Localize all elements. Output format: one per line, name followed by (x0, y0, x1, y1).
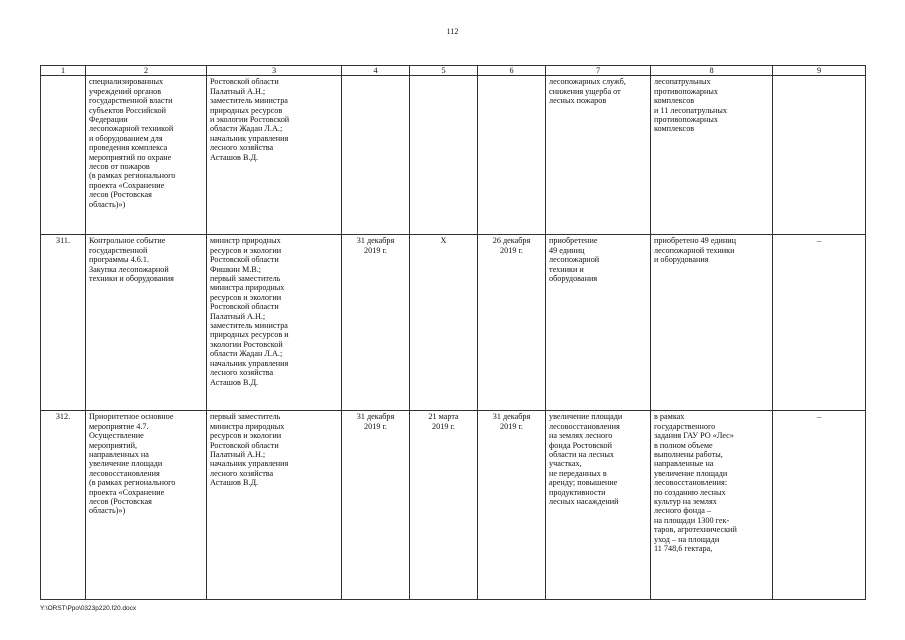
column-number-row (41, 66, 866, 76)
actual-date (478, 76, 546, 235)
note (773, 76, 866, 235)
responsible-persons: первый заместитель министра природных ресурсов и экологии Ростовской области Палатный А.Н.; начальник управления лесного хозяйства Асташов В.Д. (207, 411, 342, 600)
forecast-date: Х (410, 235, 478, 411)
row-number (41, 76, 86, 235)
col-header-6: 6 (478, 66, 546, 76)
table-row (41, 76, 866, 235)
expected-result: лесопожарных служб, снижения ущерба от лесных пожаров (546, 76, 651, 235)
col-header-5: 5 (410, 66, 478, 76)
event-name: Контрольное событие государственной программы 4.6.1. Закупка лесопожарной техники и оборудования (86, 235, 207, 411)
forecast-date: 21 марта 2019 г. (410, 411, 478, 600)
report-table (40, 65, 866, 600)
plan-date: 31 декабря 2019 г. (342, 235, 410, 411)
expected-result: увеличение площади лесовосстановления на землях лесного фонда Ростовской области на лесных участках, не переданных в аренду; повышение продуктивности лесных насаждений (546, 411, 651, 600)
row-number: 312. (41, 411, 86, 600)
actual-result: приобретено 49 единиц лесопожарной техники и оборудования (651, 235, 773, 411)
table-row (41, 411, 866, 600)
plan-date: 31 декабря 2019 г. (342, 411, 410, 600)
event-name: Приоритетное основное мероприятие 4.7. Осуществление мероприятий, направленных на увеличение площади лесовосстановления (в рамках регионального проекта «Сохранение лесов (Ростовская область)») (86, 411, 207, 600)
expected-result: приобретение 49 единиц лесопожарной техники и оборудования (546, 235, 651, 411)
forecast-date (410, 76, 478, 235)
responsible-persons: Ростовской области Палатный А.Н.; заместитель министра природных ресурсов и экологии Ростовской области Жадан Л.А.; начальник управления лесного хозяйства Асташов В.Д. (207, 76, 342, 235)
note: – (773, 411, 866, 600)
event-name: специализированных учреждений органов государственной власти субъектов Российской Федерации лесопожарной техникой и оборудованием для проведения комплекса мероприятий по охране лесов от пожаров (в рамках регионального проекта «Сохранение лесов (Ростовская область)») (86, 76, 207, 235)
page-number: 112 (446, 27, 459, 36)
col-header-2: 2 (86, 66, 207, 76)
col-header-3: 3 (207, 66, 342, 76)
table-row (41, 235, 866, 411)
actual-date: 26 декабря 2019 г. (478, 235, 546, 411)
actual-result: в рамках государственного задания ГАУ РО «Лес» в полном объеме выполнены работы, направленные на увеличение площади лесовосстановления: по созданию лесных культур на землях лесного фонда – на площади 1300 гек- таров, агротехнический уход – на площади 11 748,6 гектара, (651, 411, 773, 600)
col-header-4: 4 (342, 66, 410, 76)
col-header-9: 9 (773, 66, 866, 76)
note: – (773, 235, 866, 411)
col-header-1: 1 (41, 66, 86, 76)
file-path-footer: Y:\ORST\Ppo\0323p220.f20.docx (40, 605, 137, 612)
actual-result: лесопатрульных противопожарных комплексов и 11 лесопатрульных противопожарных комплексов (651, 76, 773, 235)
row-number: 311. (41, 235, 86, 411)
plan-date (342, 76, 410, 235)
responsible-persons: министр природных ресурсов и экологии Ростовской области Фишкин М.В.; первый заместитель министра природных ресурсов и экологии Ростовской области Палатный А.Н.; заместитель министра природных ресурсов и экологии Ростовской области Жадан Л.А.; начальник управления лесного хозяйства Асташов В.Д. (207, 235, 342, 411)
actual-date: 31 декабря 2019 г. (478, 411, 546, 600)
col-header-7: 7 (546, 66, 651, 76)
col-header-8: 8 (651, 66, 773, 76)
